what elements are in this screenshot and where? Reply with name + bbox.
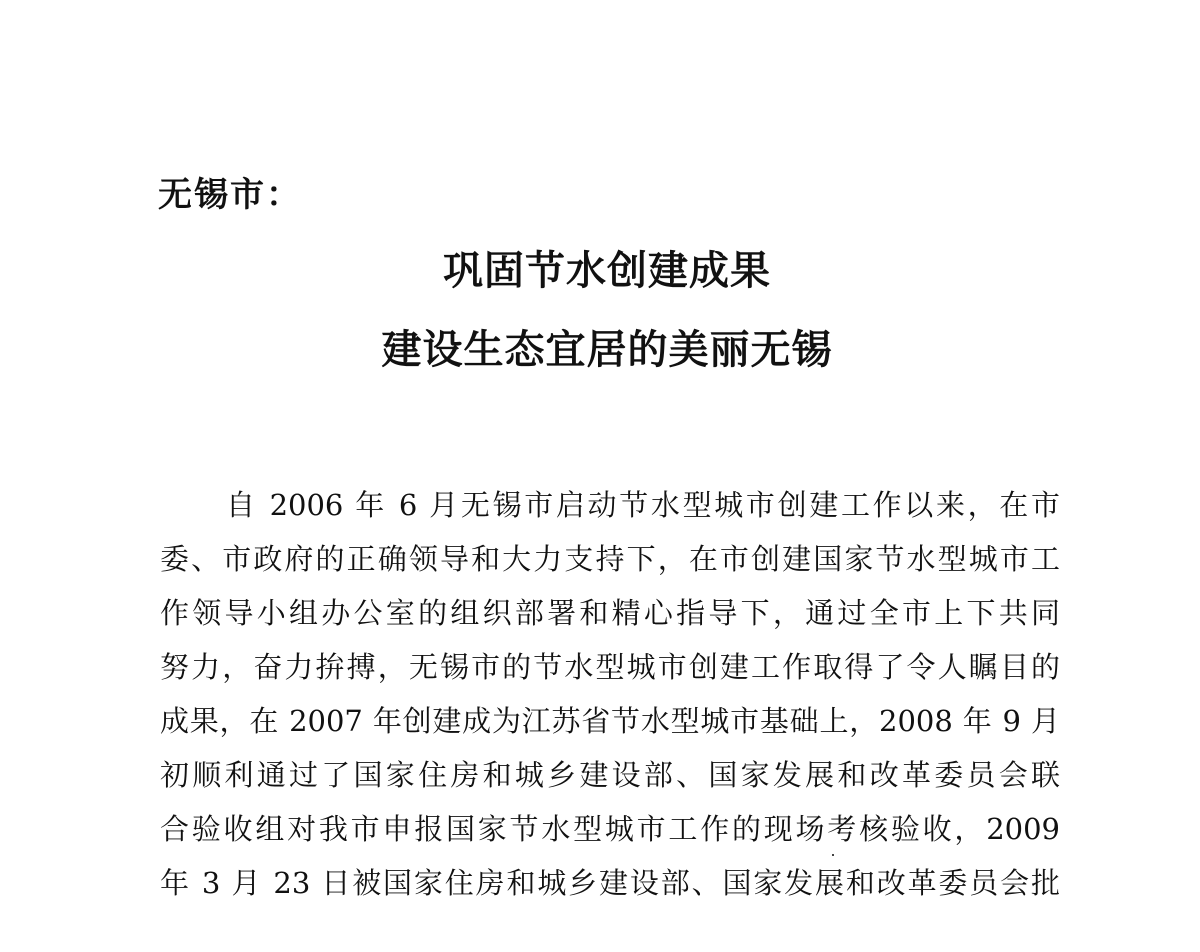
city-heading: 无锡市： [158, 175, 302, 215]
scan-speck [832, 854, 834, 856]
paragraph-line: 自 2006 年 6 月无锡市启动节水型城市创建工作以来，在市 [226, 488, 1060, 522]
paragraph-line: 初顺利通过了国家住房和城乡建设部、国家发展和改革委员会联 [160, 758, 1060, 792]
paragraph-line: 作领导小组办公室的组织部署和精心指导下，通过全市上下共同 [160, 596, 1060, 630]
article-title [0, 247, 1200, 374]
paragraph-line: 合验收组对我市申报国家节水型城市工作的现场考核验收，2009 [160, 812, 1060, 846]
title-line-2: 建设生态宜居的美丽无锡 [381, 326, 833, 373]
paragraph-line: 成果，在 2007 年创建成为江苏省节水型城市基础上，2008 年 9 月 [160, 704, 1060, 738]
body-paragraph [160, 478, 1060, 910]
paragraph-line: 努力，奋力拚搏，无锡市的节水型城市创建工作取得了令人瞩目的 [160, 650, 1060, 684]
title-line-1: 巩固节水创建成果 [443, 247, 771, 294]
paragraph-line: 委、市政府的正确领导和大力支持下，在市创建国家节水型城市工 [160, 542, 1060, 576]
paragraph-line: 年 3 月 23 日被国家住房和城乡建设部、国家发展和改革委员会批 [160, 866, 1060, 900]
